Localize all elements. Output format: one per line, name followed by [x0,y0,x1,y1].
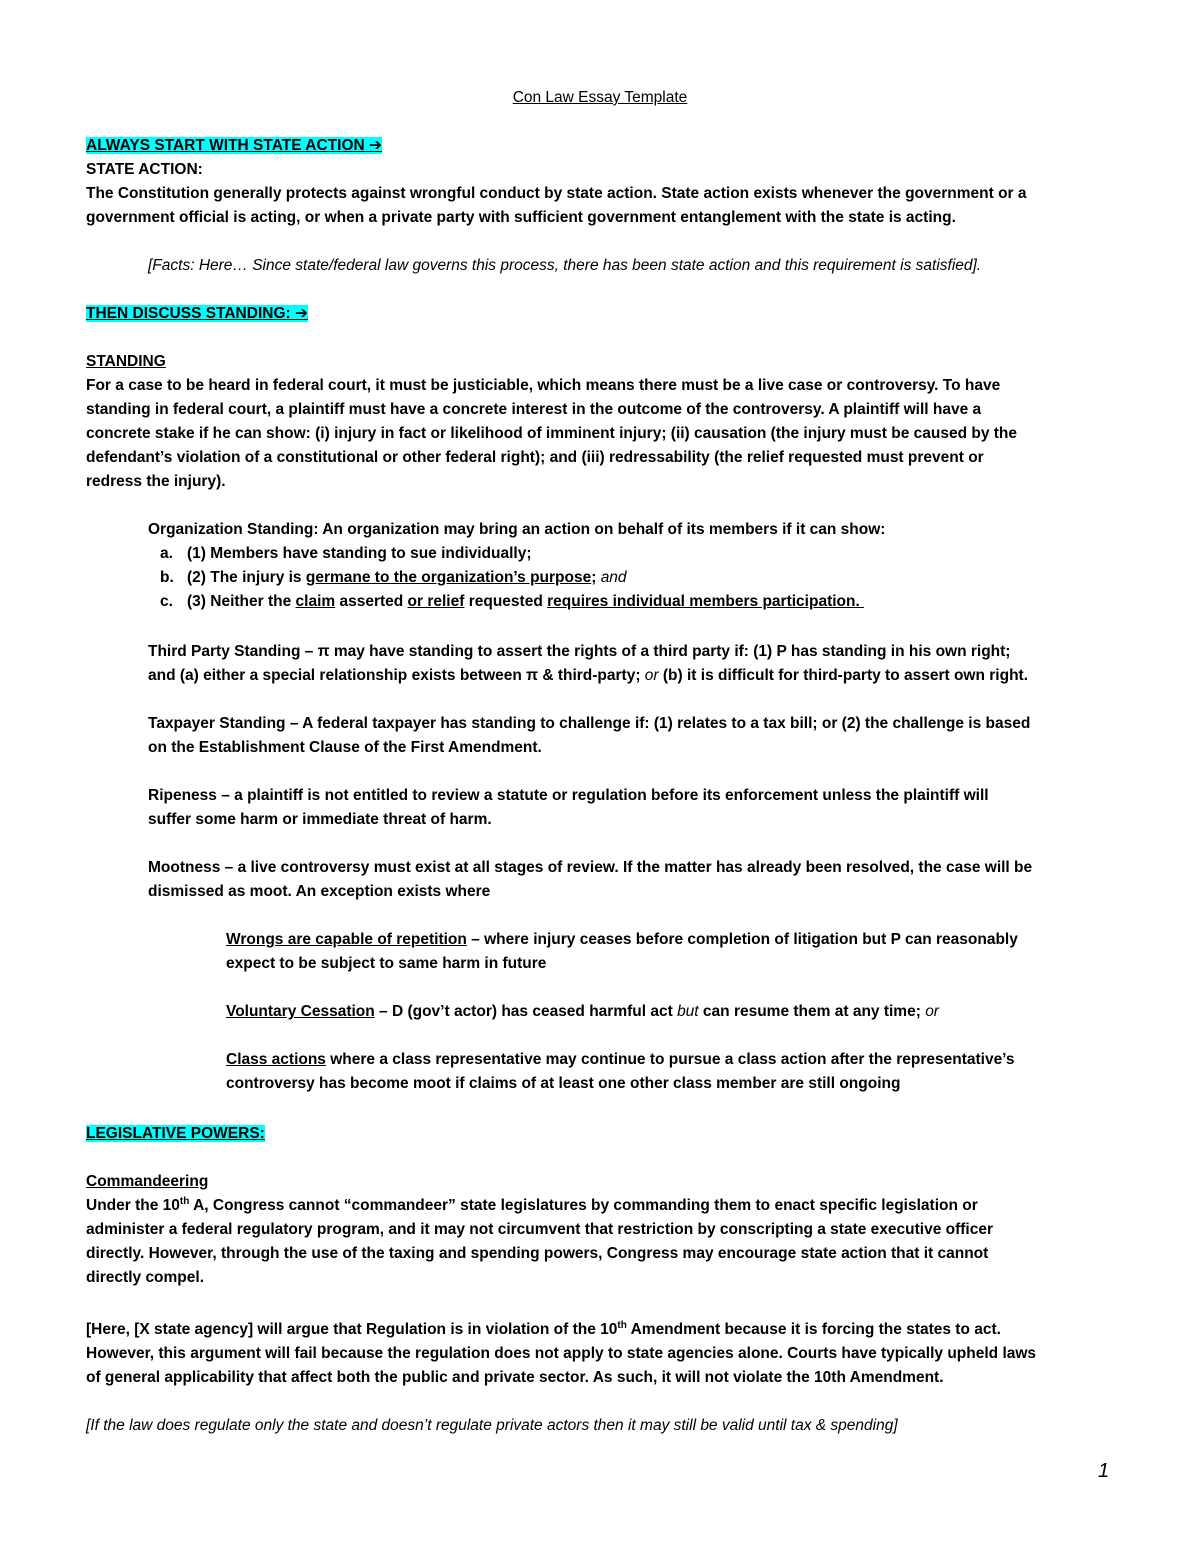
mootness-exception-class-cont: controversy has become moot if claims of at least one other class member are still ongoing [226,1075,901,1092]
standing-text-line: For a case to be heard in federal court, it must be justiciable, which means there must be a live case or controversy. To have [86,377,1001,394]
commandeering-label: Commandeering [86,1173,209,1190]
section-header-legislative-powers: LEGISLATIVE POWERS: [86,1125,265,1142]
section-header-state-action: ALWAYS START WITH STATE ACTION ➔ [86,137,382,154]
commandeering-here-line: [Here, [X state agency] will argue that Regulation is in violation of the 10th Amendment because it is forcing the states to act. [86,1319,1001,1338]
state-action-text-line: government official is acting, or when a private party with sufficient government entanglement with the state is acting. [86,209,956,226]
standing-text-line: defendant’s violation of a constitutional or other federal right); and (iii) redressability (the relief requested must prevent or [86,449,984,466]
state-action-label: STATE ACTION: [86,161,203,178]
third-party-standing-line: and (a) either a special relationship exists between π & third-party; or (b) it is difficult for third-party to assert own right. [148,667,1029,684]
standing-text-line: standing in federal court, a plaintiff must have a concrete interest in the outcome of the controversy. A plaintiff will have a [86,401,982,418]
state-action-facts: [Facts: Here… Since state/federal law governs this process, there has been state action and this requirement is satisfied]. [148,257,982,274]
standing-text-line: redress the injury). [86,473,226,490]
third-party-standing-line: Third Party Standing – π may have standing to assert the rights of a third party if: (1) P has standing in his own right; [148,643,1011,660]
commandeering-text-line: administer a federal regulatory program, and it may not circumvent that restriction by conscripting a state executive officer [86,1221,993,1238]
mootness-exception-voluntary: Voluntary Cessation – D (gov’t actor) has ceased harmful act but can resume them at any time; or [226,1003,939,1020]
section-header-standing: THEN DISCUSS STANDING: ➔ [86,305,308,322]
commandeering-text-line: directly. However, through the use of the taxing and spending powers, Congress may encourage state action that it cannot [86,1245,989,1262]
mootness-line: Mootness – a live controversy must exist at all stages of review. If the matter has already been resolved, the case will be [148,859,1033,876]
commandeering-text-line: Under the 10th A, Congress cannot “commandeer” state legislatures by commanding them to enact specific legislation or [86,1195,978,1214]
organization-standing-intro: Organization Standing: An organization may bring an action on behalf of its members if it can show: [148,521,886,538]
commandeering-here-line: However, this argument will fail because the regulation does not apply to state agencies alone. Courts have typically upheld laws [86,1345,1037,1362]
list-marker: b. [160,569,174,586]
ripeness-line: suffer some harm or immediate threat of harm. [148,811,492,828]
commandeering-text-line: directly compel. [86,1269,205,1286]
list-marker: c. [160,593,173,610]
mootness-line: dismissed as moot. An exception exists where [148,883,491,900]
list-item: (3) Neither the claim asserted or relief requested requires individual members participation. [187,593,865,610]
mootness-exception-wrongs-cont: expect to be subject to same harm in future [226,955,547,972]
commandeering-here-line: of general applicability that affect both the public and private sector. As such, it will not violate the 10th Amendment. [86,1369,944,1386]
taxpayer-standing-line: Taxpayer Standing – A federal taxpayer has standing to challenge if: (1) relates to a tax bill; or (2) the challenge is based [148,715,1031,732]
mootness-exception-wrongs: Wrongs are capable of repetition – where injury ceases before completion of litigation but P can reasonably [226,931,1018,948]
list-item: (2) The injury is germane to the organization’s purpose; and [187,569,627,586]
standing-label: STANDING [86,353,166,370]
ripeness-line: Ripeness – a plaintiff is not entitled to review a statute or regulation before its enforcement unless the plaintiff will [148,787,989,804]
list-item: (1) Members have standing to sue individually; [187,545,532,562]
taxpayer-standing-line: on the Establishment Clause of the First Amendment. [148,739,542,756]
standing-text-line: concrete stake if he can show: (i) injury in fact or likelihood of imminent injury; (ii) causation (the injury must be caused by the [86,425,1018,442]
document-title: Con Law Essay Template [512,89,688,106]
page-number: 1 [1098,1460,1110,1482]
mootness-exception-class: Class actions where a class representative may continue to pursue a class action after the representative’s [226,1051,1015,1068]
list-marker: a. [160,545,173,562]
commandeering-italic-note: [If the law does regulate only the state and doesn’t regulate private actors then it may still be valid until tax & spending] [86,1417,898,1434]
state-action-text-line: The Constitution generally protects against wrongful conduct by state action. State action exists whenever the government or a [86,185,1027,202]
